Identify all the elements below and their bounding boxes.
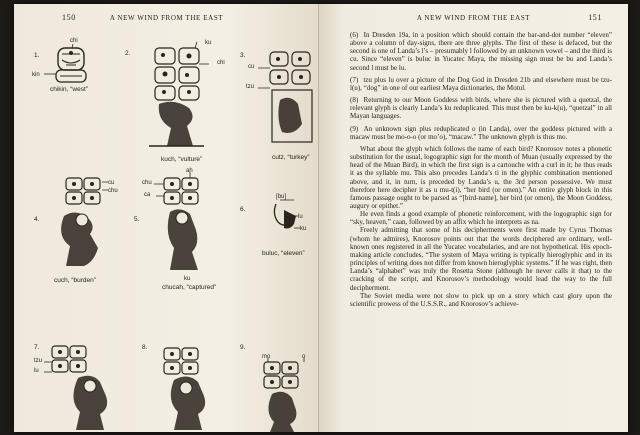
glyph-drawing [240,186,318,248]
glyph-drawing [28,342,132,432]
figure-6 [240,186,318,286]
glyph-label: ku [300,226,307,232]
figure-9 [240,342,318,432]
glyph-drawing [240,342,318,432]
note-text: An unknown sign plus reduplicated o (in Landa), over the goddess pictured with a macaw must be mo-o-o (or mo’o), “macaw.” The unknown glyph is thus mo. [350,124,612,141]
running-head-title-right: A NEW WIND FROM THE EAST [416,14,531,22]
glyph-label: tzu [246,84,255,90]
numbered-note [350,96,612,120]
note-number: (7) [350,75,359,84]
page-number-right: 151 [588,13,602,22]
glyph-drawing [119,34,229,156]
glyph-label: o [302,354,306,360]
numbered-note [350,76,612,92]
figure-caption: cutz, “turkey” [272,154,310,161]
figure-caption: chikin, “west” [50,86,88,93]
figure-caption: kuch, “vulture” [161,156,203,163]
glyph-label: cu [108,180,115,186]
glyph-label: ca [144,192,151,198]
figure-caption: chucah, “captured” [162,284,217,291]
figure-number: 9. [240,344,246,351]
figure-number: 6. [240,206,246,213]
note-number: (8) [350,96,359,105]
left-page [14,4,319,432]
body-paragraph: Freely admitting that some of his decipherments were first made by Cyrus Thomas (whom he admires), Knorosov points out that the words deciphered are ordinary, well-known ones registered in all the Yucatec vocabularies, and are not hypothetical. His epoch-making article concludes, “The system of Maya writing is typically hieroglyphic and in its principles of writing does not differ from known hieroglyphic systems.” If he was right, then Landa’s “alphabet” was truly the Rosetta Stone (although he never calls it that) to the cracking of the script, and Knorosov’s methodology would lead the way to the full decipherment. [350,226,612,292]
glyph-label: tzu [34,358,43,364]
glyph-drawing [240,48,318,156]
glyph-drawing [132,166,240,278]
figure-number: 1. [34,52,40,59]
figure-3 [240,48,318,164]
figure-8 [138,342,238,432]
glyph-label: ku [184,276,191,282]
figure-number: 5. [134,216,140,223]
right-page [319,4,628,432]
glyph-label: cu [248,64,255,70]
glyph-label: chu [142,180,152,186]
figure-number: 3. [240,52,246,59]
body-paragraph: He even finds a good example of phonetic reinforcement, with the logographic sign for “sky, heaven,” caan, followed by an affix which he interprets as na. [350,210,612,227]
running-head-right [319,13,628,23]
body-text [350,31,612,308]
glyph-drawing [138,342,238,432]
figure-number: 4. [34,216,40,223]
book-spread [14,4,628,432]
figure-caption: buluc, “eleven” [262,250,305,257]
figure-number: 7. [34,344,40,351]
figure-2 [119,34,229,164]
running-head-left [14,13,319,23]
glyph-label: [bu] [276,194,287,200]
running-head-title-left: A NEW WIND FROM THE EAST [109,14,224,22]
note-text: tzu plus lu over a picture of the Dog God in Dresden 21b and elsewhere must be tzu-l(u), “dog” in one of our earliest Maya dictionaries, the Motul. [350,75,612,92]
glyph-label: chu [108,188,118,194]
glyph-label: lu [298,214,303,220]
figure-caption: cuch, “burden” [54,277,96,284]
glyph-label: chi [70,38,78,44]
numbered-note [350,125,612,141]
figure-1 [28,36,108,96]
glyph-label: lu [34,368,39,374]
note-number: (6) [350,31,359,39]
glyph-label: mo [262,354,271,360]
note-text: Returning to our Moon Goddess with birds, where she is pictured with a quetzal, the relevant glyph is clearly Landa’s ku reduplicated. This must then be ku-k(u), “quetzal” in all Mayan languages. [350,96,612,121]
figure-7 [28,342,132,432]
glyph-label: chi [217,60,225,66]
numbered-note [350,31,612,72]
glyph-label: kin [32,72,40,78]
figure-number: 8. [142,344,148,351]
glyph-label: ah [186,168,193,174]
figure-4 [28,176,133,286]
body-paragraph: What about the glyph which follows the name of each bird? Knorosov notes a phonetic substitution for the usual, logographic sign for the month of Muan (usually expressed by the head of the Muan Bird), in which the first sign is a cartouche with a curl in it; he thus reads it as the syllable mu. This also precedes Landa’s ti in the glyphic combination mentioned above, and it, in turn, is preceded by Landa’s u, the 3rd person possessive. We must therefore here decipher it as u mu-t(i), “her bird (or omen).” An entire glyph block in this famous passage ought to be parsed as “[bird-name], her bird (or omen), the Moon Goddess, augury or epithet.” [350,144,612,210]
note-text: In Dresden 19a, in a position which should contain the bar-and-dot number “eleven” above a column of day-signs, there are three glyphs. The first of these is defaced, but the second is one of Landa’s l’s – presumably l followed by an unknown vowel – and the third is cu. Since “eleven” is buluc in Yucatec Maya, the missing sign must be bu and Landa’s second l must be lu. [350,31,612,72]
figure-number: 2. [125,50,131,57]
body-paragraph: The Soviet media were not slow to pick up on a story which cast glory upon the scientific prowess of the U.S.S.R., and Knorosov’s achieve- [350,291,612,308]
glyph-label: ku [205,40,212,46]
page-number-left: 150 [62,13,76,22]
glyph-drawing [28,176,133,276]
note-number: (9) [350,124,359,133]
figure-5 [132,166,240,291]
